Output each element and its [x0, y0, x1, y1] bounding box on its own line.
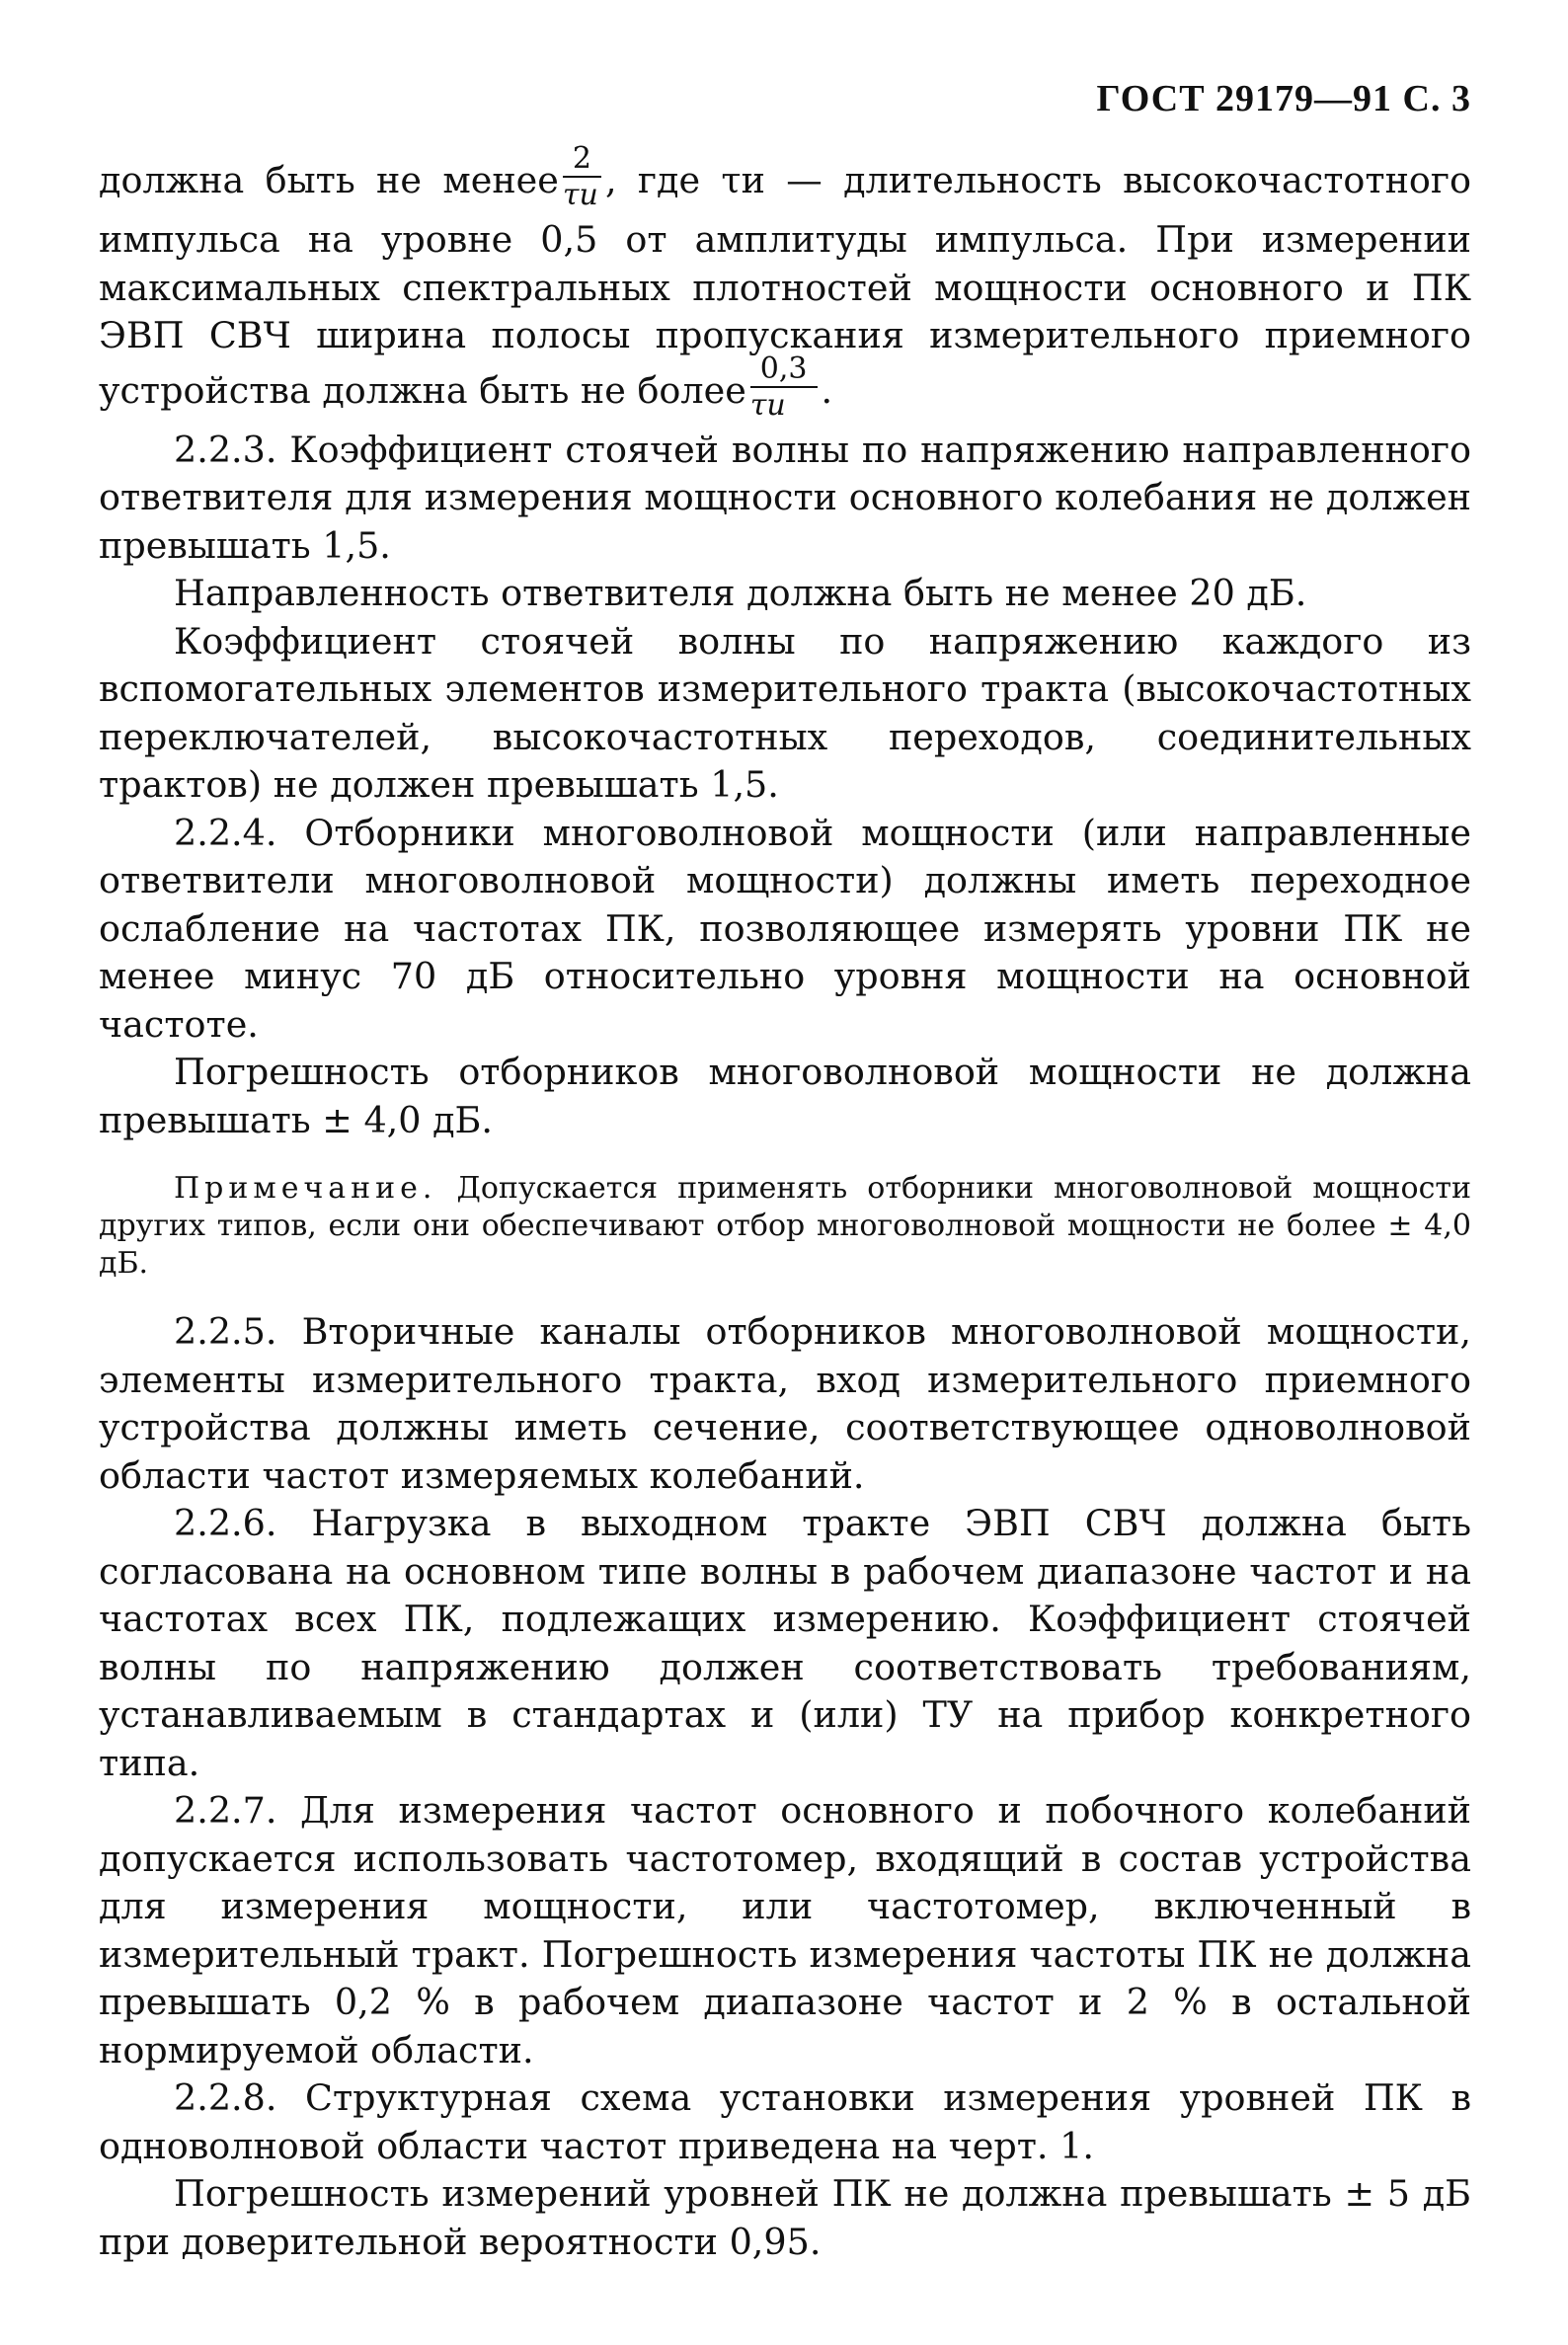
paragraph-2-2-5: 2.2.5. Вторичные каналы отборников многоволновой мощности, элементы измерительного тракта, вход измерительного приемного устройства должны иметь сечение, соответствующее одноволновой области частот измеряемых колебаний.: [99, 1310, 1471, 1497]
paragraph-2-2-3: 2.2.3. Коэффициент стоячей волны по напряжению направленного ответвителя для измерения мощности основного колебания не должен превышать 1,5.: [99, 428, 1471, 567]
fraction-03-over-tau: $\frac{0,3}{\tau и}$: [750, 354, 818, 421]
paragraph-continuation: [99, 141, 1471, 427]
paragraph-2-2-6: 2.2.6. Нагрузка в выходном тракте ЭВП СВЧ должна быть согласована на основном типе волны в рабочем диапазоне частот и на частотах всех ПК, подлежащих измерению. Коэффициент стоячей волны по напряжению должен соответствовать требованиям, устанавливаемым в стандартах и (или) ТУ на прибор конкретного типа.: [99, 1502, 1471, 1784]
page-header: ГОСТ 29179—91 С. 3: [1096, 78, 1471, 119]
fraction-2-over-tau: $\frac{2}{\tau и}$: [563, 144, 601, 210]
note-label: Примечание.: [174, 1171, 437, 1206]
paragraph-measurement-error: Погрешность измерений уровней ПК не должна превышать ± 5 дБ при доверительной вероятности 0,95.: [99, 2172, 1471, 2263]
paragraph-2-2-4: 2.2.4. Отборники многоволновой мощности (или направленные ответвители многоволновой мощности) должны иметь переходное ослабление на частотах ПК, позволяющее измерять уровни ПК не менее минус 70 дБ относительно уровня мощности на основной частоте.: [99, 811, 1471, 1046]
p1-pre: должна быть не менее: [99, 159, 559, 201]
document-page: [99, 77, 1471, 2266]
note: [99, 1170, 1471, 1283]
paragraph-2-2-7: 2.2.7. Для измерения частот основного и побочного колебаний допускается использовать частотомер, входящий в состав устройства для измерения мощности, или частотомер, включенный в измерительный тракт. Погрешность измерения частоты ПК не должна превышать 0,2 % в рабочем диапазоне частот и 2 % в остальной нормируемой области.: [99, 1789, 1471, 2071]
p1-post: , где τи — длительность высокочастотного импульса на уровне 0,5 от амплитуды импульса. При измерении максимальных спектральных плотностей мощности основного и ПК ЭВП СВЧ ширина полосы пропускания измерительного приемного устройства должна быть не более: [99, 159, 1471, 412]
paragraph-directivity: Направленность ответвителя должна быть не менее 20 дБ.: [174, 572, 1307, 614]
note-text: Допускается применять отборники многоволновой мощности других типов, если они обеспечивают отбор многоволновой мощности не более ± 4,0 дБ.: [99, 1171, 1471, 1281]
paragraph-vswr-aux: Коэффициент стоячей волны по напряжению каждого из вспомогательных элементов измерительного тракта (высокочастотных переключателей, высокочастотных переходов, соединительных трактов) не должен превышать 1,5.: [99, 619, 1471, 806]
paragraph-coupler-error: Погрешность отборников многоволновой мощности не должна превышать ± 4,0 дБ.: [99, 1051, 1471, 1141]
paragraph-2-2-8: 2.2.8. Структурная схема установки измерения уровней ПК в одноволновой области частот приведена на черт. 1.: [99, 2076, 1471, 2167]
p1-end: .: [821, 368, 833, 412]
